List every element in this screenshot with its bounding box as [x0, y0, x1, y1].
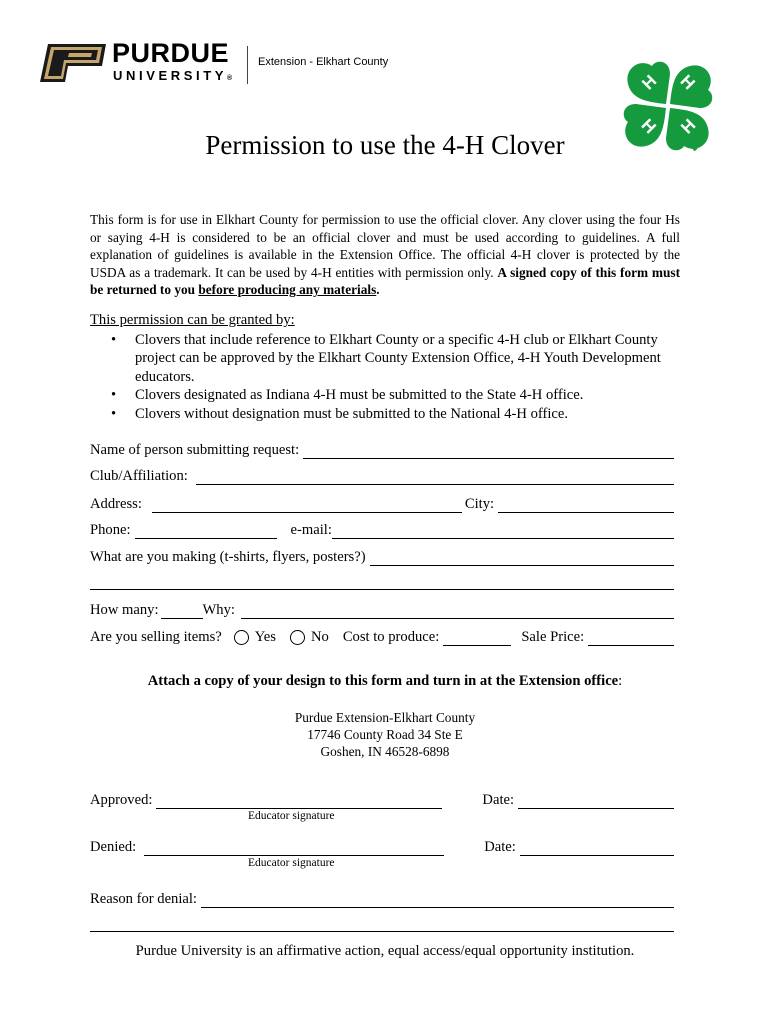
making-field[interactable] [370, 551, 674, 566]
club-row [90, 467, 674, 485]
phone-row [90, 521, 674, 539]
sale-price-label: Sale Price: [521, 629, 585, 645]
why-field[interactable] [241, 604, 674, 619]
denied-signature-field[interactable] [144, 841, 444, 856]
list-item: • Clovers without designation must be submitted to the National 4-H office. [108, 405, 688, 423]
name-field[interactable] [303, 444, 674, 459]
office-address-line-2: 17746 County Road 34 Ste E [307, 727, 463, 742]
cost-field[interactable] [443, 631, 511, 646]
reason-field-line-2[interactable] [90, 917, 674, 932]
permission-list [108, 331, 688, 423]
city-label: City: [464, 496, 495, 512]
purdue-p-logo-icon [40, 44, 106, 82]
list-item: • Clovers that include reference to Elkhart County or a specific 4-H club or Elkhart County project can be approved by the Elkhart County Extension Office, 4-H Youth Development educators. [108, 331, 688, 386]
denied-signature-caption: Educator signature [248, 857, 335, 869]
selling-row [90, 628, 674, 646]
logo-wordmark-university: UNIVERSITY® [113, 68, 233, 83]
svg-text:H: H [637, 115, 660, 138]
list-item: • Clovers designated as Indiana 4-H must be submitted to the State 4-H office. [108, 386, 688, 404]
office-address-line-3: Goshen, IN 46528-6898 [320, 744, 450, 759]
logo-wordmark-purdue: PURDUE [112, 38, 230, 68]
page-title: Permission to use the 4-H Clover [205, 130, 565, 160]
logo-divider [247, 46, 248, 84]
club-label: Club/Affiliation: [90, 468, 188, 484]
no-radio[interactable] [290, 630, 305, 645]
selling-label: Are you selling items? [90, 629, 222, 645]
no-label: No [310, 629, 329, 645]
address-label: Address: [90, 496, 142, 512]
phone-label: Phone: [90, 522, 131, 538]
reason-field[interactable] [201, 893, 674, 908]
name-row [90, 441, 674, 459]
svg-text:H: H [676, 71, 699, 94]
office-address-line-1: Purdue Extension-Elkhart County [294, 710, 476, 725]
making-row-continued [90, 575, 674, 590]
address-field[interactable] [152, 498, 462, 513]
why-label: Why: [202, 602, 235, 618]
denied-date-label: Date: [484, 839, 516, 855]
email-field[interactable] [332, 524, 674, 539]
yes-label: Yes [254, 629, 276, 645]
approved-date-field[interactable] [518, 794, 674, 809]
reason-row [90, 890, 674, 908]
address-row [90, 495, 674, 513]
sale-price-field[interactable] [588, 631, 674, 646]
making-field-line-2[interactable] [90, 575, 674, 590]
footer-statement: Purdue University is an affirmative action, equal access/equal opportunity institution. [135, 943, 635, 959]
club-field[interactable] [196, 470, 674, 485]
approved-signature-field[interactable] [156, 794, 442, 809]
approved-signature-caption: Educator signature [248, 810, 335, 822]
making-row [90, 548, 674, 566]
cost-label: Cost to produce: [342, 629, 440, 645]
making-label: What are you making (t-shirts, flyers, posters?) [90, 549, 366, 565]
extension-label: Extension - Elkhart County [258, 56, 389, 68]
name-label: Name of person submitting request: [90, 442, 300, 458]
attach-instruction: Attach a copy of your design to this form and turn in at the Extension office: [147, 673, 623, 689]
how-many-label: How many: [90, 602, 159, 618]
reason-label: Reason for denial: [90, 891, 197, 907]
intro-paragraph: This form is for use in Elkhart County for permission to use the official clover. Any clover using the four Hs or saying 4-H is considered to be an official clover and must be used according to guidelines. A full explanation of guidelines is available in the Extension Office. The official 4-H clover is protected by the USDA as a trademark. It can be used by 4-H entities with permission only. A signed copy of this form must be returned to you before producing any materials. [90, 212, 680, 298]
permission-heading: This permission can be granted by: [90, 312, 295, 328]
denied-row [90, 838, 674, 856]
reason-row-continued [90, 917, 674, 932]
denied-label: Denied: [90, 839, 137, 855]
approved-row [90, 791, 674, 809]
approved-date-label: Date: [482, 792, 515, 808]
svg-text:H: H [638, 71, 661, 94]
how-many-field[interactable] [161, 604, 203, 619]
how-many-row [90, 601, 674, 619]
email-label: e-mail: [290, 522, 332, 538]
svg-text:H: H [677, 115, 700, 138]
approved-label: Approved: [90, 792, 153, 808]
city-field[interactable] [498, 498, 674, 513]
phone-field[interactable] [135, 524, 277, 539]
denied-date-field[interactable] [520, 841, 674, 856]
yes-radio[interactable] [234, 630, 249, 645]
